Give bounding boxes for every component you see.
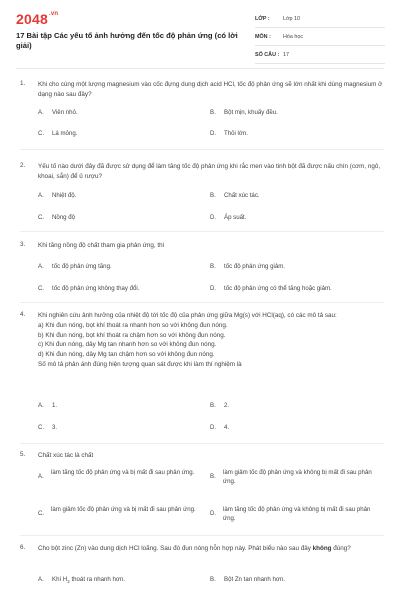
question-number: 1.	[20, 80, 26, 87]
question-text: Yếu tố nào dưới đây đã được sử dụng để làm tăng tốc độ phản ứng khi rắc men vào tinh bột đã được nấu chín (cơm, ngô, khoai, sắn) để ủ rượu?	[38, 163, 381, 180]
question-text: Khi tăng nồng độ chất tham gia phản ứng, thì	[38, 242, 165, 249]
option-text: làm giảm tốc độ phản ứng và không bị mất đi sau phản ứng.	[223, 469, 372, 486]
question-divider	[20, 443, 384, 444]
option-label: A.	[38, 263, 44, 270]
option-text: làm tăng tốc độ phản ứng và bị mất đi sau phản ứng.	[51, 469, 195, 476]
meta-value: 17	[283, 52, 289, 58]
option-c[interactable]	[38, 423, 57, 432]
option-label: B.	[210, 109, 216, 116]
option-b[interactable]	[210, 191, 260, 200]
question-divider	[20, 149, 384, 150]
question-text	[38, 311, 384, 370]
option-label: B.	[210, 576, 216, 583]
meta-row-class	[255, 14, 385, 28]
meta-label: MÔN :	[255, 34, 271, 40]
option-text: Viên nhỏ.	[52, 109, 78, 116]
question-prompt: Số mô tả phản ánh đúng hiện tượng quan sát được khi làm thí nghiệm là	[38, 360, 242, 368]
site-logo[interactable]	[16, 11, 58, 27]
option-text: Bột Zn tan nhanh hơn.	[224, 576, 285, 583]
option-text: làm giảm tốc độ phản ứng và bị mất đi sau phản ứng.	[51, 506, 196, 513]
option-b[interactable]	[210, 108, 278, 117]
option-a[interactable]	[38, 108, 78, 117]
option-a[interactable]	[38, 468, 208, 490]
option-text: Nồng độ	[52, 214, 76, 221]
document-header	[0, 0, 400, 62]
option-b[interactable]	[210, 401, 229, 410]
option-label: C.	[38, 130, 45, 137]
option-text: 1.	[52, 402, 58, 409]
question-number: 3.	[20, 241, 26, 248]
option-d[interactable]	[210, 284, 332, 293]
option-label: C.	[38, 214, 45, 221]
option-text: Áp suất.	[224, 214, 247, 221]
option-b[interactable]	[210, 262, 285, 271]
question-number: 5.	[20, 451, 26, 458]
option-a[interactable]	[38, 262, 112, 271]
question-number: 6.	[20, 544, 26, 551]
option-label: D.	[210, 424, 217, 431]
option-text: tốc độ phản ứng không thay đổi.	[52, 285, 140, 292]
option-label: A.	[38, 473, 44, 480]
option-label: B.	[210, 473, 216, 480]
meta-row-count	[255, 50, 385, 64]
logo-suffix: .vn	[48, 11, 59, 17]
option-label: B.	[210, 192, 216, 199]
option-label: A.	[38, 109, 44, 116]
option-label: D.	[210, 510, 217, 517]
option-text-start: Khí H	[52, 576, 68, 583]
emphasis-keyword: không	[312, 545, 332, 552]
option-label: D.	[210, 130, 217, 137]
document-title: 17 Bài tập Các yếu tố ảnh hưởng đến tốc độ phản ứng (có lời giải)	[16, 31, 238, 50]
document-meta	[255, 14, 385, 68]
option-c[interactable]	[38, 284, 139, 293]
meta-value: Lớp 10	[283, 16, 301, 22]
option-a[interactable]	[38, 191, 76, 200]
option-text: Nhiệt độ.	[52, 192, 77, 199]
option-a[interactable]	[38, 575, 125, 586]
option-label: C.	[38, 424, 45, 431]
question-number: 2.	[20, 162, 26, 169]
question-text-end: đúng?	[331, 545, 351, 552]
option-subscript: 2	[67, 579, 70, 585]
meta-row-subject	[255, 32, 385, 46]
option-label: B.	[210, 402, 216, 409]
option-label: C.	[38, 285, 45, 292]
option-d[interactable]	[210, 129, 248, 138]
question-divider	[20, 231, 384, 232]
option-text: Chất xúc tác.	[224, 192, 260, 199]
question-stem: Khi nghiên cứu ảnh hưởng của nhiệt độ tới tốc độ của phản ứng giữa Mg(s) với HCl(aq), có các mô tả sau:	[38, 312, 337, 319]
question-text	[38, 544, 384, 554]
statement-c: c) Khi đun nóng, dây Mg tan nhanh hơn so với không đun nóng.	[38, 341, 217, 349]
option-d[interactable]	[210, 505, 380, 527]
option-c[interactable]	[38, 213, 75, 222]
header-divider	[16, 68, 384, 69]
option-text: tốc độ phản ứng giảm.	[224, 263, 285, 270]
statement-d: d) Khi đun nóng, dây Mg tan chậm hơn so với không đun nóng.	[38, 351, 215, 359]
option-label: C.	[38, 510, 45, 517]
option-text: 4.	[224, 424, 230, 431]
statement-b: b) Khi đun nóng, bọt khí thoát ra chậm hơn so với không đun nóng.	[38, 331, 226, 339]
option-b[interactable]	[210, 468, 380, 490]
option-b[interactable]	[210, 575, 285, 584]
option-d[interactable]	[210, 423, 229, 432]
option-text: 3.	[52, 424, 58, 431]
option-label: A.	[38, 402, 44, 409]
option-label: D.	[210, 285, 217, 292]
option-text: Lá mỏng.	[52, 130, 78, 137]
option-c[interactable]	[38, 505, 208, 527]
logo-text: 2048	[16, 11, 48, 27]
meta-label: SỐ CÂU :	[255, 52, 280, 58]
option-label: A.	[38, 192, 44, 199]
question-number: 4.	[20, 311, 26, 318]
meta-label: LỚP :	[255, 16, 270, 22]
option-d[interactable]	[210, 213, 246, 222]
option-text: tốc độ phản ứng tăng.	[52, 263, 112, 270]
option-text: Thỏi lớn.	[224, 130, 248, 137]
option-label: A.	[38, 576, 44, 583]
question-divider	[20, 535, 384, 536]
option-text: tốc độ phản ứng có thể tăng hoặc giảm.	[224, 285, 332, 292]
option-label: D.	[210, 214, 217, 221]
question-text-start: Cho bột zinc (Zn) vào dung dịch HCl loãng. Sau đó đun nóng hỗn hợp này. Phát biểu nào sau đây	[38, 545, 313, 552]
question-text: Chất xúc tác là chất	[38, 452, 94, 459]
option-a[interactable]	[38, 401, 57, 410]
statement-a: a) Khi đun nóng, bọt khí thoát ra nhanh hơn so với không đun nóng.	[38, 321, 228, 329]
meta-value: Hóa học	[283, 34, 304, 40]
option-text: làm tăng tốc độ phản ứng và không bị mất đi sau phản ứng.	[223, 506, 371, 523]
question-text: Khi cho cùng một lượng magnesium vào cốc đựng dung dịch acid HCl, tốc độ phản ứng sẽ lớn nhất khi dùng magnesium ở dạng nào sau đây?	[38, 81, 383, 98]
option-text: Bột mịn, khuấy đều.	[224, 109, 278, 116]
question-divider	[20, 302, 384, 303]
option-text-end: thoát ra nhanh hơn.	[69, 576, 125, 583]
option-label: B.	[210, 263, 216, 270]
option-text: 2.	[224, 402, 230, 409]
option-c[interactable]	[38, 129, 77, 138]
